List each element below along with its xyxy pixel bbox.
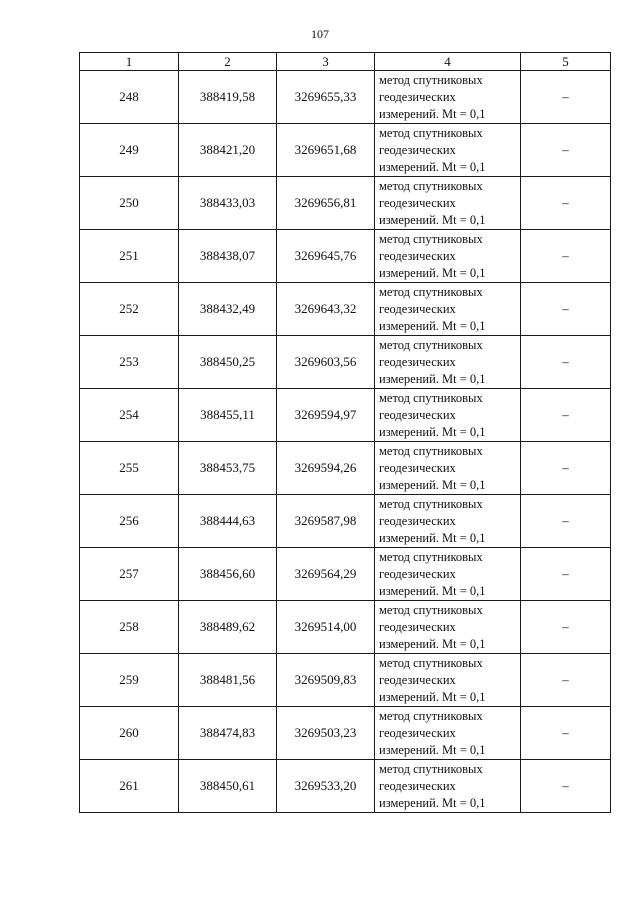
coord-x: 388481,56: [179, 654, 277, 707]
coord-x: 388438,07: [179, 230, 277, 283]
table-row: [80, 71, 611, 124]
point-description: –: [521, 707, 611, 760]
method-description: метод спутниковых геодезических измерений. Mt = 0,1: [375, 389, 521, 442]
point-number: 248: [80, 71, 179, 124]
point-number: 256: [80, 495, 179, 548]
point-number: 261: [80, 760, 179, 813]
point-number: 251: [80, 230, 179, 283]
point-number: 259: [80, 654, 179, 707]
point-number: 260: [80, 707, 179, 760]
coord-y: 3269533,20: [277, 760, 375, 813]
table-row: [80, 548, 611, 601]
point-description: –: [521, 601, 611, 654]
coord-y: 3269503,23: [277, 707, 375, 760]
point-description: –: [521, 442, 611, 495]
point-description: –: [521, 495, 611, 548]
table-row: [80, 230, 611, 283]
method-description: метод спутниковых геодезических измерений. Mt = 0,1: [375, 71, 521, 124]
point-number: 252: [80, 283, 179, 336]
coord-y: 3269643,32: [277, 283, 375, 336]
table-row: [80, 495, 611, 548]
coord-x: 388456,60: [179, 548, 277, 601]
coord-x: 388489,62: [179, 601, 277, 654]
coord-y: 3269587,98: [277, 495, 375, 548]
point-description: –: [521, 336, 611, 389]
point-number: 254: [80, 389, 179, 442]
point-description: –: [521, 548, 611, 601]
coord-x: 388450,25: [179, 336, 277, 389]
coord-y: 3269564,29: [277, 548, 375, 601]
method-description: метод спутниковых геодезических измерений. Mt = 0,1: [375, 230, 521, 283]
method-description: метод спутниковых геодезических измерений. Mt = 0,1: [375, 124, 521, 177]
coord-x: 388419,58: [179, 71, 277, 124]
coord-y: 3269603,56: [277, 336, 375, 389]
method-description: метод спутниковых геодезических измерений. Mt = 0,1: [375, 760, 521, 813]
table-row: [80, 442, 611, 495]
table-body: [80, 71, 611, 813]
table-row: [80, 389, 611, 442]
header-row: [80, 53, 611, 71]
point-description: –: [521, 654, 611, 707]
point-number: 253: [80, 336, 179, 389]
point-description: –: [521, 389, 611, 442]
point-description: –: [521, 230, 611, 283]
point-number: 249: [80, 124, 179, 177]
coord-x: 388453,75: [179, 442, 277, 495]
coord-x: 388450,61: [179, 760, 277, 813]
table-row: [80, 654, 611, 707]
header-col-2: 2: [179, 53, 277, 71]
method-description: метод спутниковых геодезических измерений. Mt = 0,1: [375, 283, 521, 336]
coord-y: 3269645,76: [277, 230, 375, 283]
coord-x: 388421,20: [179, 124, 277, 177]
coord-y: 3269509,83: [277, 654, 375, 707]
method-description: метод спутниковых геодезических измерений. Mt = 0,1: [375, 548, 521, 601]
method-description: метод спутниковых геодезических измерений. Mt = 0,1: [375, 442, 521, 495]
coord-x: 388444,63: [179, 495, 277, 548]
method-description: метод спутниковых геодезических измерений. Mt = 0,1: [375, 601, 521, 654]
header-col-4: 4: [375, 53, 521, 71]
coord-y: 3269655,33: [277, 71, 375, 124]
table-row: [80, 760, 611, 813]
coord-y: 3269656,81: [277, 177, 375, 230]
coord-y: 3269514,00: [277, 601, 375, 654]
header-col-3: 3: [277, 53, 375, 71]
point-number: 250: [80, 177, 179, 230]
point-number: 258: [80, 601, 179, 654]
header-col-1: 1: [80, 53, 179, 71]
method-description: метод спутниковых геодезических измерений. Mt = 0,1: [375, 495, 521, 548]
page-number: 107: [311, 27, 329, 41]
coord-x: 388433,03: [179, 177, 277, 230]
table-row: [80, 707, 611, 760]
coord-x: 388432,49: [179, 283, 277, 336]
table-header: [80, 53, 611, 71]
coordinates-table: [79, 52, 611, 813]
point-description: –: [521, 760, 611, 813]
method-description: метод спутниковых геодезических измерений. Mt = 0,1: [375, 654, 521, 707]
point-number: 257: [80, 548, 179, 601]
point-description: –: [521, 71, 611, 124]
table-row: [80, 601, 611, 654]
method-description: метод спутниковых геодезических измерений. Mt = 0,1: [375, 707, 521, 760]
method-description: метод спутниковых геодезических измерений. Mt = 0,1: [375, 177, 521, 230]
table-row: [80, 124, 611, 177]
method-description: метод спутниковых геодезических измерений. Mt = 0,1: [375, 336, 521, 389]
coord-y: 3269594,97: [277, 389, 375, 442]
coord-y: 3269651,68: [277, 124, 375, 177]
coord-x: 388455,11: [179, 389, 277, 442]
coord-x: 388474,83: [179, 707, 277, 760]
point-number: 255: [80, 442, 179, 495]
point-description: –: [521, 124, 611, 177]
table-row: [80, 336, 611, 389]
point-description: –: [521, 283, 611, 336]
header-col-5: 5: [521, 53, 611, 71]
point-description: –: [521, 177, 611, 230]
coord-y: 3269594,26: [277, 442, 375, 495]
table-row: [80, 283, 611, 336]
table-row: [80, 177, 611, 230]
